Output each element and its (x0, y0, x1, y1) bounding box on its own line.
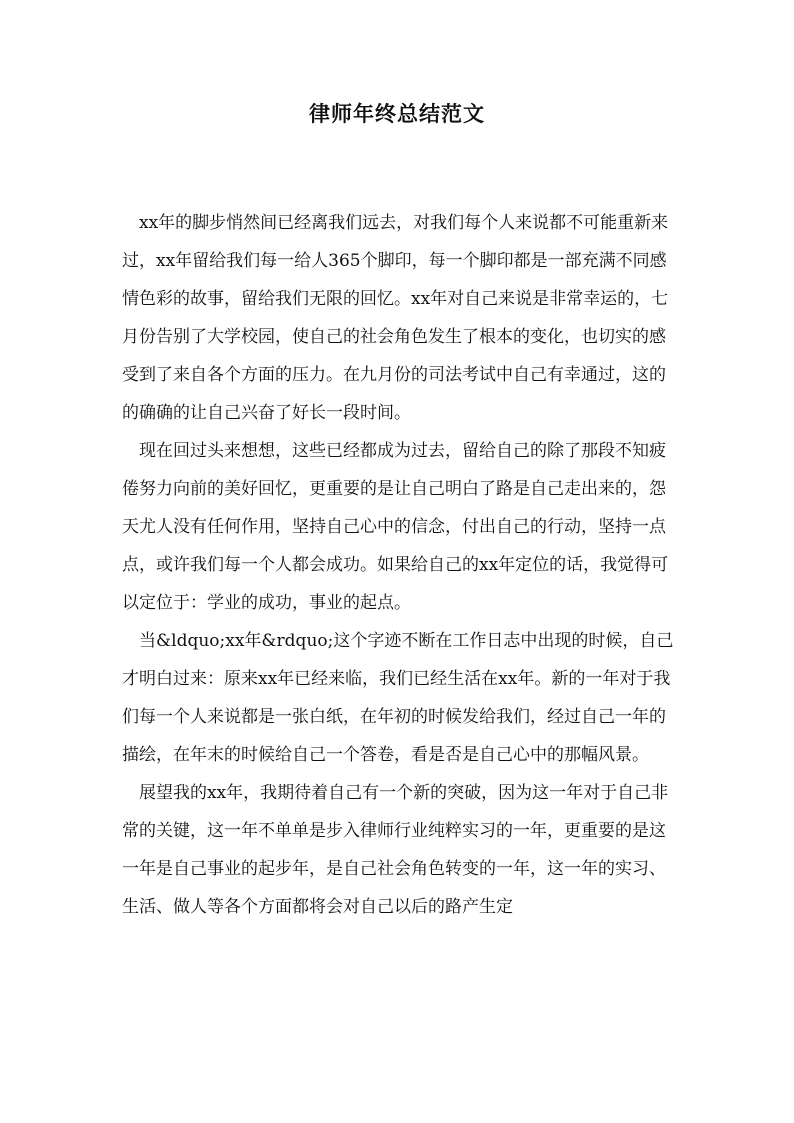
document-body (122, 204, 674, 926)
paragraph-2: 现在回过头来想想，这些已经都成为过去，留给自己的除了那段不知疲倦努力向前的美好回忆，更重要的是让自己明白了路是自己走出来的，怨天尤人没有任何作用，坚持自己心中的信念，付出自己的行动，坚持一点点，或许我们每一个人都会成功。如果给自己的xx年定位的话，我觉得可以定位于：学业的成功，事业的起点。 (122, 441, 669, 613)
paragraph-1: xx年的脚步悄然间已经离我们远去，对我们每个人来说都不可能重新来过，xx年留给我们每一给人365个脚印，每一个脚印都是一部充满不同感情色彩的故事，留给我们无限的回忆。xx年对自己来说是非常幸运的，七月份告别了大学校园，使自己的社会角色发生了根本的变化，也切实的感受到了来自各个方面的压力。在九月份的司法考试中自己有幸通过，这的的确确的让自己兴奋了好长一段时间。 (122, 213, 669, 423)
paragraph-3: 当&ldquo;xx年&rdquo;这个字迹不断在工作日志中出现的时候，自己才明白过来：原来xx年已经来临，我们已经生活在xx年。新的一年对于我们每一个人来说都是一张白纸，在年初的时候发给我们，经过自己一年的描绘，在年末的时候给自己一个答卷，看是否是自己心中的那幅风景。 (122, 631, 674, 765)
document-title: 律师年终总结范文 (309, 101, 485, 126)
paragraph-4: 展望我的xx年，我期待着自己有一个新的突破，因为这一年对于自己非常的关键，这一年不单单是步入律师行业纯粹实习的一年，更重要的是这一年是自己事业的起步年，是自己社会角色转变的一年，这一年的实习、生活、做人等各个方面都将会对自己以后的路产生定 (122, 783, 669, 917)
